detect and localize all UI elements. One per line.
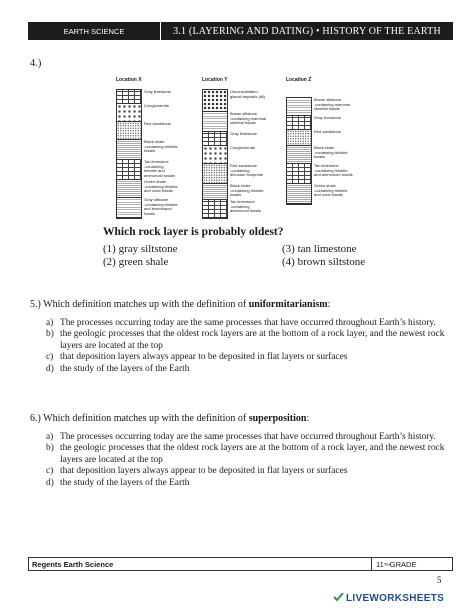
rock-layer-label: Black shale -containing trilobite fossils <box>144 139 178 154</box>
question-5-choices <box>46 318 456 375</box>
rock-layer <box>287 146 311 164</box>
choice-text: that deposition layers always appear to be deposited in flat layers or surfaces <box>60 466 348 477</box>
page-header <box>28 22 453 40</box>
choice-text: the geologic processes that the oldest rock layers are at the bottom of a rock layer, and the newest rock layers are located at the top <box>60 443 445 465</box>
question-6-choices <box>46 432 456 489</box>
rock-layer-label: Gray limestone <box>144 89 171 94</box>
grade-word: GRADE <box>389 559 417 569</box>
choice-letter: a) <box>46 432 54 442</box>
liveworksheets-watermark <box>333 592 444 604</box>
rock-layer <box>203 184 227 200</box>
page-footer <box>28 557 453 571</box>
rock-layer-label: Green shale -containing trilobite and coral fossils <box>144 179 178 194</box>
q6-choice-a[interactable] <box>46 432 456 443</box>
rock-layer <box>203 132 227 146</box>
location-z-column <box>286 97 312 205</box>
q6-choice-b[interactable] <box>46 443 456 466</box>
rock-layer <box>117 90 141 104</box>
question-4-text: Which rock layer is probably oldest? <box>103 226 284 238</box>
rock-layer-label: Conglomerate <box>230 145 256 150</box>
q6-choice-c[interactable] <box>46 466 456 477</box>
grade-number: 11 <box>376 559 384 569</box>
rock-layer-label: Unconsolidated glacial deposits (till) <box>230 89 265 99</box>
question-6-prompt <box>30 413 309 424</box>
rock-layer <box>203 146 227 164</box>
rock-layer <box>287 184 311 204</box>
rock-layer <box>117 140 141 160</box>
q6-choice-d[interactable] <box>46 478 456 489</box>
rock-layer <box>287 116 311 130</box>
choice-text: the study of the layers of the Earth <box>60 363 190 374</box>
rock-layer-label: Tan limestone -containing trilobite and ammonoid fossils <box>314 163 353 178</box>
location-x-label: Location X <box>116 77 142 83</box>
location-x-column <box>116 89 142 219</box>
q4-option-2[interactable]: (2) green shale <box>103 256 169 268</box>
rock-layer <box>203 112 227 132</box>
choice-text: The processes occurring today are the same processes that have occurred throughout Earth’s history. <box>60 318 436 328</box>
rock-layer-label: Tan limestone -containing trilobite and ammonoid fossils <box>144 159 175 178</box>
location-y-column <box>202 89 228 219</box>
rock-layer-label: Red sandstone <box>144 121 171 126</box>
choice-letter: b) <box>46 329 54 340</box>
q4-option-4[interactable]: (4) brown siltstone <box>282 256 366 268</box>
choice-text: The processes occurring today are the same processes that have occurred throughout Earth’s history. <box>60 432 436 442</box>
header-subject: EARTH SCIENCE <box>28 22 161 40</box>
rock-layer <box>203 90 227 112</box>
q5-choice-b[interactable] <box>46 329 456 352</box>
rock-layer-label: Green shale -containing trilobite and coral fossils <box>314 183 348 198</box>
rock-layer-label: Gray limestone <box>230 131 257 136</box>
q5-choice-a[interactable] <box>46 318 456 329</box>
rock-layer <box>287 164 311 184</box>
rock-layer-label: Black shale -containing trilobite fossils <box>314 145 348 160</box>
choice-letter: a) <box>46 318 54 328</box>
question-4-number: 4.) <box>30 58 42 69</box>
rock-layer-label: Red sandstone -containing dinosaur footprints <box>230 163 263 178</box>
rock-columns-diagram <box>116 75 366 217</box>
choice-letter: c) <box>46 352 54 363</box>
location-z-label: Location Z <box>286 77 312 83</box>
question-6-colon: : <box>306 413 310 424</box>
q4-option-1[interactable]: (1) gray siltstone <box>103 243 178 255</box>
question-5-prompt <box>30 299 330 310</box>
footer-course: Regents Earth Science <box>32 559 114 569</box>
question-6-lead: Which definition matches up with the definition of <box>43 413 249 424</box>
liveworksheets-logo-icon <box>333 592 344 602</box>
rock-layer <box>203 164 227 184</box>
rock-layer-label: Gray limestone <box>314 115 341 120</box>
grade-suffix: TH <box>383 561 390 567</box>
rock-layer <box>287 130 311 146</box>
rock-layer-label: Gray siltstone -containing trilobite and brachiopod fossils <box>144 197 178 216</box>
question-5-colon: : <box>327 299 331 310</box>
q5-choice-d[interactable] <box>46 364 456 375</box>
question-6-term: superposition <box>248 413 307 424</box>
question-6-number: 6.) <box>30 413 41 424</box>
location-y-label: Location Y <box>202 77 228 83</box>
question-5-number: 5.) <box>30 299 41 310</box>
choice-text: the study of the layers of the Earth <box>60 477 190 488</box>
question-5-lead: Which definition matches up with the definition of <box>43 299 249 310</box>
choice-letter: d) <box>46 477 54 488</box>
rock-layer-label: Red sandstone <box>314 129 341 134</box>
rock-layer <box>117 122 141 140</box>
question-5-term: uniformitarianism <box>248 299 328 310</box>
page-number: 5 <box>437 575 442 585</box>
rock-layer <box>117 104 141 122</box>
rock-layer-label: Conglomerate <box>144 103 170 108</box>
choice-letter: b) <box>46 443 54 454</box>
rock-layer <box>203 200 227 218</box>
rock-layer <box>117 160 141 180</box>
header-unit-title: 3.1 (LAYERING AND DATING) • HISTORY OF THE EARTH <box>173 25 441 37</box>
watermark-text: LIVEWORKSHEETS <box>346 593 445 604</box>
rock-layer-label: Black shale -containing trilobite fossils <box>230 183 264 198</box>
rock-layer <box>117 180 141 198</box>
q4-option-3[interactable]: (3) tan limestone <box>282 243 357 255</box>
rock-layer-label: Brown siltstone -containing mammal skeletal fossils <box>230 111 267 126</box>
rock-layer-label: Brown siltstone -containing mammal skeletal fossils <box>314 97 351 112</box>
choice-text: the geologic processes that the oldest rock layers are at the bottom of a rock layer, and the newest rock layers are located at the top <box>60 329 445 351</box>
rock-layer <box>287 98 311 116</box>
rock-layer-label: Tan limestone -containing ammonoid fossils <box>230 199 261 214</box>
choice-text: that deposition layers always appear to be deposited in flat layers or surfaces <box>60 352 348 363</box>
q5-choice-c[interactable] <box>46 352 456 363</box>
choice-letter: c) <box>46 466 54 477</box>
rock-layer <box>117 198 141 218</box>
choice-letter: d) <box>46 363 54 374</box>
footer-grade <box>371 558 452 570</box>
